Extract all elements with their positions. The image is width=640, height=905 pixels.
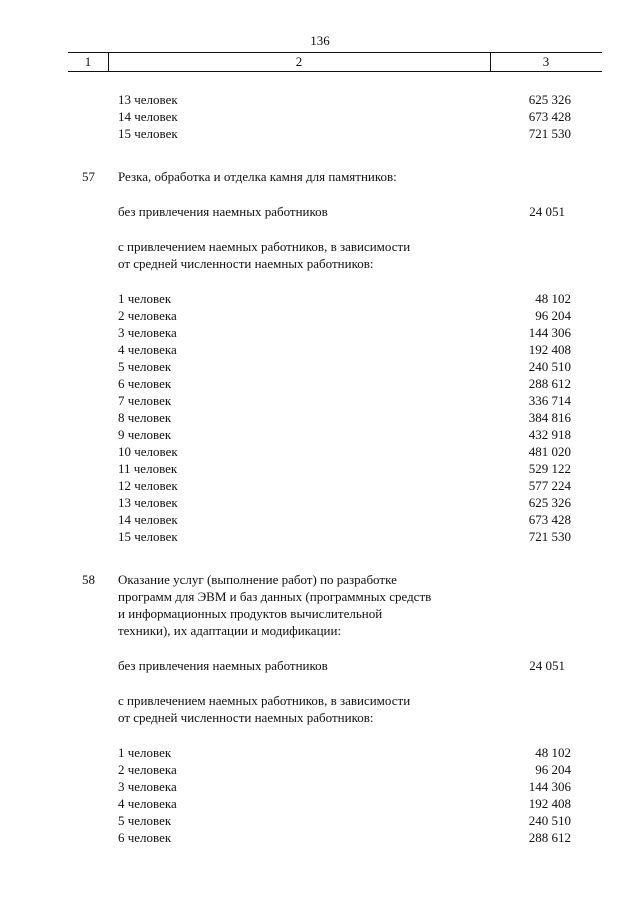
table-row bbox=[0, 341, 640, 358]
row-label: 13 человек bbox=[118, 92, 178, 107]
row-label: 13 человек bbox=[118, 495, 178, 510]
item-58-title-row bbox=[0, 571, 640, 588]
table-body bbox=[0, 91, 640, 846]
row-value: 721 530 bbox=[528, 529, 571, 544]
row-label: без привлечения наемных работников bbox=[118, 658, 328, 673]
row-value: 384 816 bbox=[528, 410, 571, 425]
text-line bbox=[0, 588, 640, 605]
table-row bbox=[0, 795, 640, 812]
row-label: 6 человек bbox=[118, 376, 172, 391]
text-line bbox=[0, 238, 640, 255]
table-row bbox=[0, 307, 640, 324]
row-value: 721 530 bbox=[528, 126, 571, 141]
table-row bbox=[0, 511, 640, 528]
table-row bbox=[0, 203, 640, 220]
table-row bbox=[0, 290, 640, 307]
row-label: 2 человека bbox=[118, 308, 177, 323]
table-row bbox=[0, 324, 640, 341]
row-label: 12 человек bbox=[118, 478, 178, 493]
row-value: 240 510 bbox=[528, 359, 571, 374]
row-value: 673 428 bbox=[528, 109, 571, 124]
row-label: 7 человек bbox=[118, 393, 172, 408]
row-value: 240 510 bbox=[528, 813, 571, 828]
row-label: без привлечения наемных работников bbox=[118, 204, 328, 219]
row-label: 15 человек bbox=[118, 126, 178, 141]
item-title: Резка, обработка и отделка камня для памятников: bbox=[118, 169, 397, 184]
table-row bbox=[0, 409, 640, 426]
table-row bbox=[0, 657, 640, 674]
table-header bbox=[68, 52, 602, 72]
table-row bbox=[0, 812, 640, 829]
table-row bbox=[0, 392, 640, 409]
row-value: 48 102 bbox=[535, 291, 571, 306]
table-row bbox=[0, 375, 640, 392]
header-col-3: 3 bbox=[542, 54, 550, 69]
row-value: 48 102 bbox=[535, 745, 571, 760]
row-label: 14 человек bbox=[118, 109, 178, 124]
row-label: 3 человека bbox=[118, 779, 177, 794]
row-value: 96 204 bbox=[535, 308, 571, 323]
row-value: 481 020 bbox=[528, 444, 571, 459]
table-row bbox=[0, 744, 640, 761]
item-57-title-row bbox=[0, 168, 640, 185]
row-value: 144 306 bbox=[528, 325, 571, 340]
text-line bbox=[0, 709, 640, 726]
row-value: 625 326 bbox=[528, 92, 571, 107]
row-value: 96 204 bbox=[535, 762, 571, 777]
row-value: 625 326 bbox=[528, 495, 571, 510]
text-line bbox=[0, 605, 640, 622]
table-row bbox=[0, 528, 640, 545]
table-row bbox=[0, 125, 640, 142]
row-label: 3 человека bbox=[118, 325, 177, 340]
row-label: 14 человек bbox=[118, 512, 178, 527]
row-value: 288 612 bbox=[528, 830, 571, 845]
row-value: 24 051 bbox=[529, 204, 565, 219]
row-value: 336 714 bbox=[528, 393, 571, 408]
table-row bbox=[0, 358, 640, 375]
row-label: 11 человек bbox=[118, 461, 178, 476]
row-value: 577 224 bbox=[528, 478, 571, 493]
header-col-1: 1 bbox=[84, 54, 92, 69]
item-number: 58 bbox=[82, 572, 95, 587]
with-employees-line-2: от средней численности наемных работников: bbox=[118, 710, 374, 725]
table-row bbox=[0, 91, 640, 108]
row-label: 5 человек bbox=[118, 359, 172, 374]
row-value: 24 051 bbox=[529, 658, 565, 673]
row-label: 1 человек bbox=[118, 291, 172, 306]
row-value: 192 408 bbox=[528, 796, 571, 811]
row-label: 15 человек bbox=[118, 529, 178, 544]
row-label: 10 человек bbox=[118, 444, 178, 459]
with-employees-line-1: с привлечением наемных работников, в зависимости bbox=[118, 239, 411, 254]
item-title-line-2: программ для ЭВМ и баз данных (программных средств bbox=[118, 589, 432, 604]
item-title-line-3: и информационных продуктов вычислительной bbox=[118, 606, 383, 621]
row-label: 4 человека bbox=[118, 342, 177, 357]
row-label: 9 человек bbox=[118, 427, 172, 442]
table-row bbox=[0, 443, 640, 460]
row-label: 1 человек bbox=[118, 745, 172, 760]
row-value: 673 428 bbox=[528, 512, 571, 527]
table-row bbox=[0, 761, 640, 778]
row-value: 288 612 bbox=[528, 376, 571, 391]
row-label: 5 человек bbox=[118, 813, 172, 828]
text-line bbox=[0, 692, 640, 709]
text-line bbox=[0, 255, 640, 272]
row-value: 192 408 bbox=[528, 342, 571, 357]
table-row bbox=[0, 829, 640, 846]
page-number: 136 bbox=[310, 33, 330, 48]
row-label: 6 человек bbox=[118, 830, 172, 845]
item-title-line-4: техники), их адаптации и модификации: bbox=[118, 623, 342, 638]
item-number: 57 bbox=[82, 169, 95, 184]
with-employees-line-2: от средней численности наемных работников: bbox=[118, 256, 374, 271]
table-row bbox=[0, 477, 640, 494]
row-value: 529 122 bbox=[528, 461, 571, 476]
with-employees-line-1: с привлечением наемных работников, в зависимости bbox=[118, 693, 411, 708]
text-line bbox=[0, 622, 640, 639]
row-value: 432 918 bbox=[528, 427, 571, 442]
table-row bbox=[0, 426, 640, 443]
row-label: 8 человек bbox=[118, 410, 172, 425]
table-row bbox=[0, 108, 640, 125]
table-row bbox=[0, 460, 640, 477]
table-row bbox=[0, 494, 640, 511]
table-row bbox=[0, 778, 640, 795]
item-title-line-1: Оказание услуг (выполнение работ) по разработке bbox=[118, 572, 397, 587]
row-label: 4 человека bbox=[118, 796, 177, 811]
row-value: 144 306 bbox=[528, 779, 571, 794]
header-col-2: 2 bbox=[295, 54, 303, 69]
row-label: 2 человека bbox=[118, 762, 177, 777]
